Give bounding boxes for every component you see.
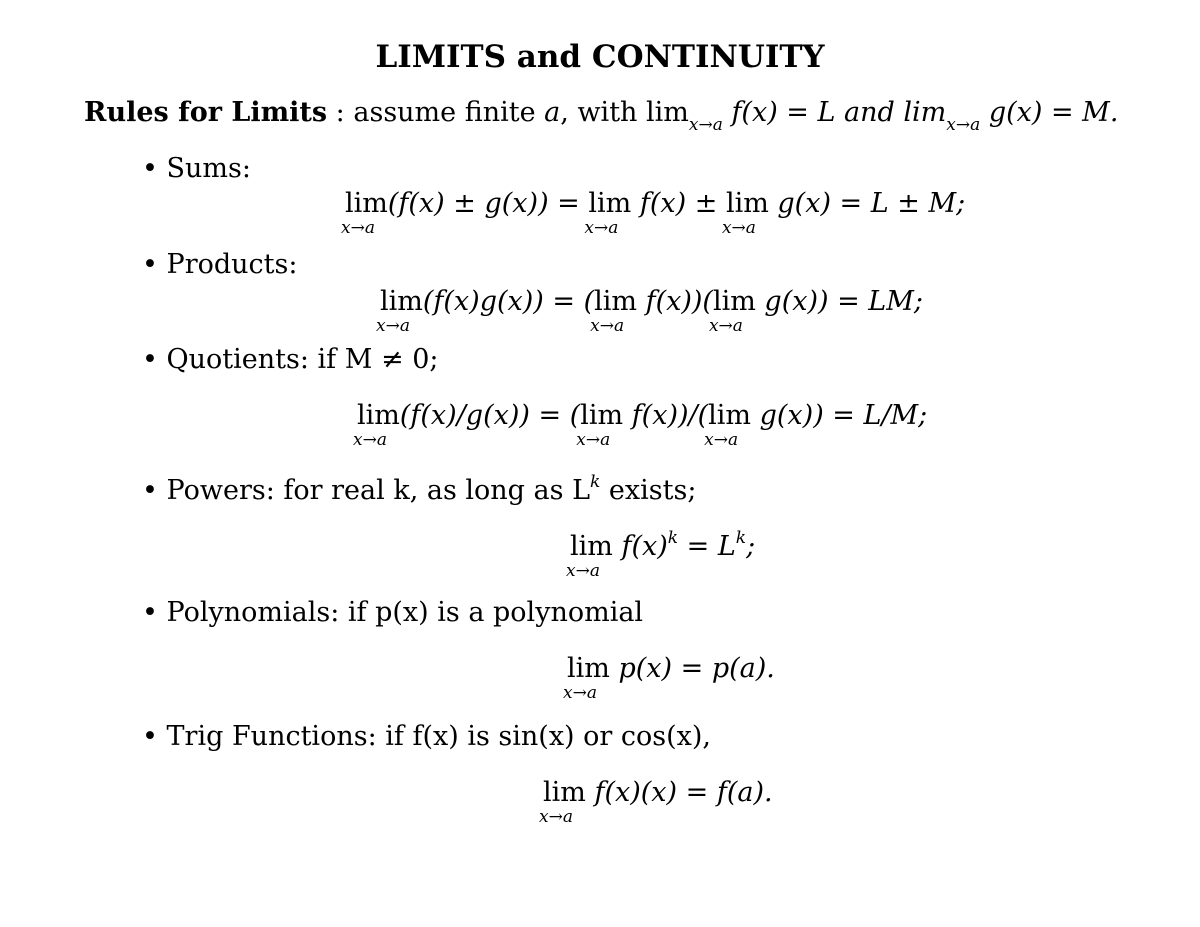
rule-sums-formula [341, 188, 966, 238]
lim-operator [708, 286, 756, 336]
rule-label-sup: k [590, 472, 601, 492]
lim-subscript: x→a [576, 430, 611, 450]
rule-powers-label [142, 474, 696, 504]
formula-part: (f(x)/g(x)) = ( [399, 400, 581, 431]
formula-part: f(x))( [637, 286, 713, 317]
lim-subscript: x→a [721, 218, 756, 238]
lim-word: lim [567, 653, 610, 684]
rule-trig-label [142, 723, 711, 750]
lim-subscript: x→a [584, 218, 619, 238]
lim-subscript: x→a [353, 430, 387, 450]
lim-word: lim [594, 286, 638, 317]
bullet-icon: • [142, 597, 158, 628]
formula-part: (f(x) ± g(x)) = [387, 188, 589, 219]
lim-word: lim [345, 188, 388, 219]
lim-word: lim [708, 400, 752, 431]
formula-part: g(x)) = LM; [755, 286, 923, 317]
formula-part: f(x) ± [631, 188, 726, 219]
rule-products-formula [376, 286, 923, 336]
formula-part: g(x)) = L/M; [751, 400, 928, 431]
lim-operator [341, 188, 388, 238]
lim-word: lim [580, 400, 624, 431]
lim-operator [584, 188, 632, 238]
rule-label: Products: [166, 249, 298, 280]
rule-sums-label [142, 155, 251, 182]
rule-label: Polynomials: if p(x) is a polynomial [166, 597, 644, 628]
lim-subscript: x→a [708, 316, 743, 336]
intro-limit-sub-1: x→a [688, 115, 723, 135]
lim-operator [539, 777, 586, 827]
lim-operator [563, 653, 610, 703]
rule-label: Trig Functions: if f(x) is sin(x) or cos(x), [166, 721, 712, 752]
formula-sup: k [667, 528, 679, 548]
lim-word: lim [357, 400, 400, 431]
lim-word: lim [380, 286, 423, 317]
lim-subscript: x→a [704, 430, 739, 450]
rule-polynomials-formula [563, 653, 775, 703]
lim-subscript: x→a [376, 316, 410, 336]
rule-polynomials-label [142, 599, 643, 626]
lim-subscript: x→a [341, 218, 375, 238]
bullet-icon: • [142, 721, 158, 752]
intro-text-4: g(x) = M. [980, 97, 1119, 128]
formula-part: = L [678, 531, 736, 562]
lim-operator [376, 286, 423, 336]
bullet-icon: • [142, 153, 158, 184]
rule-quotients-label [142, 346, 438, 373]
formula-part: (f(x)g(x)) = ( [422, 286, 595, 317]
rule-label: Sums: [166, 153, 251, 184]
rule-products-label [142, 251, 297, 278]
lim-operator [721, 188, 769, 238]
intro-var-a: a [544, 97, 561, 128]
rule-powers-formula [566, 528, 756, 581]
page-title: LIMITS and CONTINUITY [375, 39, 825, 75]
formula-part: f(x) [612, 531, 668, 562]
lim-operator [704, 400, 752, 450]
bullet-icon: • [142, 475, 158, 506]
lim-operator [353, 400, 400, 450]
intro-text-2: , with lim [560, 97, 689, 128]
formula-part: f(x)(x) = f(a). [585, 777, 773, 808]
formula-part: p(x) = p(a). [609, 653, 775, 684]
lim-subscript: x→a [590, 316, 625, 336]
lim-word: lim [543, 777, 586, 808]
lim-word: lim [712, 286, 756, 317]
formula-part: f(x))/( [623, 400, 709, 431]
lim-word: lim [588, 188, 632, 219]
bullet-icon: • [142, 249, 158, 280]
formula-part: g(x) = L ± M; [768, 188, 966, 219]
intro-text-3: f(x) = L and lim [722, 97, 947, 128]
rule-label: Powers: for real k, as long as L [166, 475, 591, 506]
intro-text-1: assume finite [353, 97, 545, 128]
lim-operator [566, 531, 613, 581]
lim-word: lim [725, 188, 769, 219]
lim-operator [590, 286, 638, 336]
rule-trig-formula [539, 777, 773, 827]
lim-subscript: x→a [566, 561, 600, 581]
bullet-icon: • [142, 344, 158, 375]
lim-subscript: x→a [539, 807, 573, 827]
rule-label-post: exists; [600, 475, 697, 506]
intro-limit-sub-2: x→a [946, 115, 981, 135]
rule-quotients-formula [353, 400, 928, 450]
rules-heading: Rules for Limits [84, 97, 328, 128]
lim-operator [576, 400, 624, 450]
intro-separator: : [327, 97, 354, 128]
formula-part: ; [746, 531, 756, 562]
rules-intro [84, 99, 1118, 134]
rule-label: Quotients: if M ≠ 0; [166, 344, 439, 375]
formula-sup: k [735, 528, 747, 548]
lim-subscript: x→a [563, 683, 597, 703]
lim-word: lim [570, 531, 613, 562]
